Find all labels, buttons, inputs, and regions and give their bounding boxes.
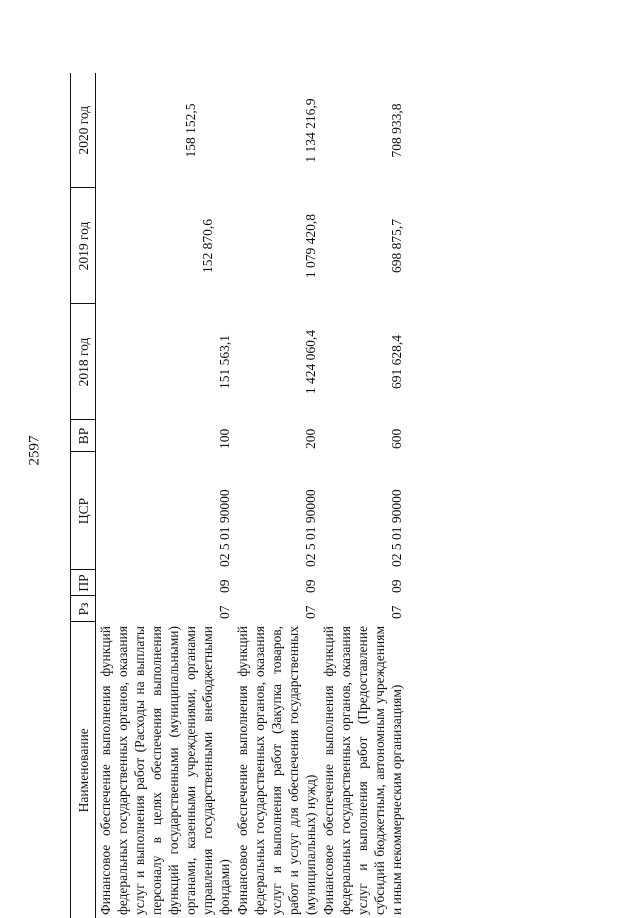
- row-value-2019: 152 870,6: [200, 219, 215, 273]
- header-rz: Рз: [71, 596, 96, 622]
- row-vr: 100: [217, 428, 232, 449]
- row-value-2018: 691 628,4: [389, 335, 404, 389]
- table-row: [319, 73, 405, 918]
- row-rz: 07: [389, 605, 404, 619]
- page-number: 2597: [26, 435, 43, 466]
- row-value-2019: 698 875,7: [389, 219, 404, 273]
- header-vr: ВР: [71, 420, 96, 452]
- row-pr: 09: [389, 579, 404, 593]
- budget-table: [70, 73, 405, 918]
- row-value-2020: 158 152,5: [183, 103, 198, 158]
- row-value-2018: 1 424 060,4: [303, 329, 318, 395]
- header-name: Наименование: [71, 622, 96, 918]
- budget-table-rotated: [70, 73, 595, 918]
- header-2019: 2019 год: [71, 188, 96, 304]
- row-name: Финансовое обеспечение выполнения функций федеральных государственных органов, оказания услуг и выполнения работ (Предоставление субсидий бюджетным, автономным учреждениям и иным некоммерческим организациям): [321, 626, 404, 915]
- row-csr: 02 5 01 90000: [217, 489, 232, 567]
- row-value-2018: 151 563,1: [217, 335, 232, 389]
- row-value-2019: 1 079 420,8: [303, 213, 318, 279]
- header-pr: ПР: [71, 570, 96, 596]
- table-header-row: [71, 73, 96, 918]
- row-rz: 07: [217, 605, 232, 619]
- row-vr: 600: [389, 428, 404, 449]
- row-vr: 200: [303, 428, 318, 449]
- row-name: Финансовое обеспечение выполнения функций федеральных государственных органов, оказания услуг и выполнения работ (Расходы на выплаты персоналу в целях обеспечения выполнения функций государственными (муниципальными) органами, казенными учреждениями, органами управления государственными внебюджетными фондами): [98, 626, 232, 915]
- row-value-2020: 708 933,8: [389, 103, 404, 158]
- row-name: Финансовое обеспечение выполнения функций федеральных государственных органов, оказания услуг и выполнения работ (Закупка товаров, работ и услуг для обеспечения государственных (муниципальных) нужд): [235, 626, 318, 915]
- row-csr: 02 5 01 90000: [389, 489, 404, 567]
- header-2020: 2020 год: [71, 73, 96, 188]
- table-row: [233, 73, 319, 918]
- row-pr: 09: [303, 579, 318, 593]
- header-csr: ЦСР: [71, 452, 96, 570]
- row-pr: 09: [217, 579, 232, 593]
- table-row: [96, 73, 234, 918]
- header-2018: 2018 год: [71, 304, 96, 420]
- row-csr: 02 5 01 90000: [303, 489, 318, 567]
- row-value-2020: 1 134 216,9: [303, 98, 318, 163]
- row-rz: 07: [303, 605, 318, 619]
